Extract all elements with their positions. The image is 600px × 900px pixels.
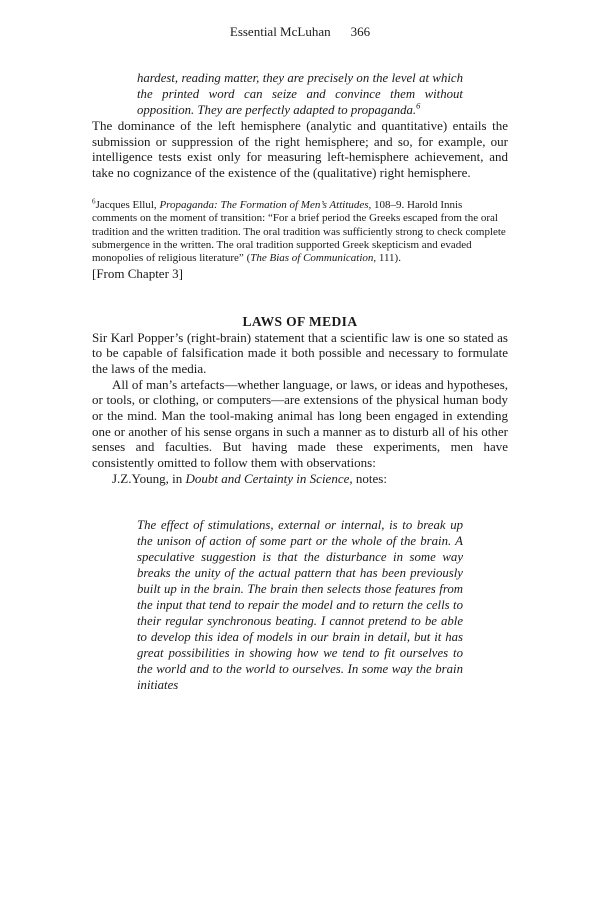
paragraph-young-text: notes:: [352, 470, 387, 486]
block-quote-young: The effect of stimulations, external or internal, is to break up the unison of action of some part or the whole of the brain. A speculative suggestion is that the disturbance in some way breaks the unity of the actual pattern that has been previously built up in the brain. The brain then selects those features from the input that tend to repair the model and to return the cells to their regular synchronous beating. I cannot pretend to be able to develop this idea of models in our brain in detail, but it has great possibilities in showing how we tend to fit ourselves to the world and to the world to ourselves. In some way the brain initiates: [137, 517, 463, 692]
footnote: [92, 199, 508, 266]
book-title-bias-of-communication: The Bias of Communication,: [250, 252, 377, 265]
paragraph-hemisphere: The dominance of the left hemisphere (analytic and quantitative) entails the submission or suppression of the right hemisphere; and so, for example, our intelligence tests exist only for measuring left-hemisphere achievement, and take no cognizance of the existence of the (qualitative) right hemisphere.: [92, 118, 508, 181]
page-number: 366: [350, 24, 371, 39]
book-title-propaganda: Propaganda: The Formation of Men’s Attitudes,: [159, 198, 372, 211]
footnote-text: 111).: [376, 252, 401, 265]
running-title: Essential McLuhan: [229, 24, 331, 39]
block-quote-propaganda: [137, 70, 463, 118]
chapter-note: [From Chapter 3]: [92, 265, 183, 281]
paragraph-artefacts: All of man’s artefacts—whether language, or laws, or ideas and hypotheses, or tools, or clothing, or computers—are extensions of the physical human body or the mind. Man the tool-making animal has long been engaged in extending one or another of his sense organs in such a manner as to disturb all of his other senses and faculties. But having made these experiments, men have consistently omitted to follow them with observations:: [92, 376, 508, 471]
paragraph-young-text: J.Z.Young, in: [112, 470, 186, 486]
paragraph-popper: Sir Karl Popper’s (right-brain) statement that a scientific law is one so stated as to be capable of falsification made it both possible and necessary to formulate the laws of the media.: [92, 329, 508, 376]
paragraph-young: [92, 471, 508, 487]
quote-text: hardest, reading matter, they are precisely on the level at which the printed word can seize and convince them without opposition. They are perfectly adapted to propaganda.: [137, 71, 463, 117]
footnote-text: 108–9. Harold Innis comments on the moment of transition: “For a brief period the Greeks escaped from the oral tradition and the written tradition. The oral tradition was sufficiently strong to check complete submergence in the written. The oral tradition supported Greek skepticism and evaded monopolies of religious literature” (: [92, 198, 506, 265]
page-header: [92, 24, 508, 40]
section-title: LAWS OF MEDIA: [242, 313, 358, 329]
footnote-marker: 6: [92, 197, 96, 206]
footnote-text: Jacques Ellul,: [95, 198, 160, 211]
book-title-doubt-and-certainty: Doubt and Certainty in Science,: [185, 470, 353, 486]
footnote-reference: 6: [416, 101, 421, 111]
